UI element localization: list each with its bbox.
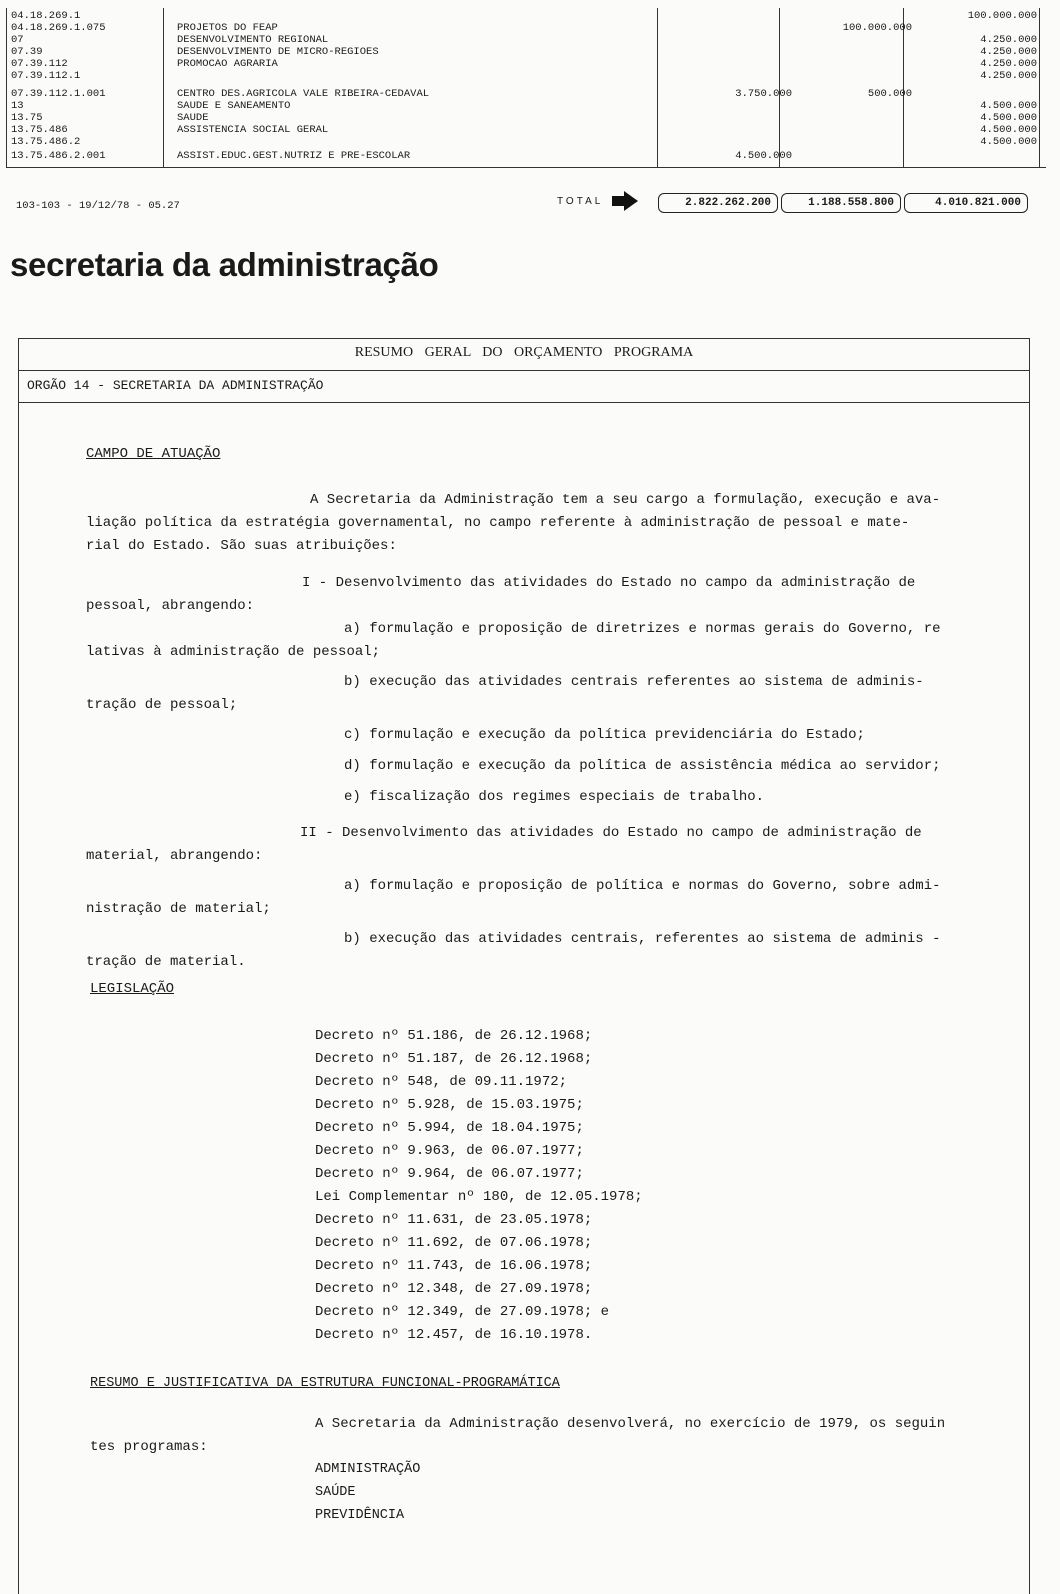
paragraph-line: liação política da estratégia governamental, no campo referente à administração de pessoal e mate-: [86, 515, 910, 531]
row-code: 07: [11, 34, 24, 46]
legislation-item: Decreto nº 11.692, de 07.06.1978;: [315, 1235, 593, 1251]
legislation-item: Decreto nº 12.457, de 16.10.1978.: [315, 1327, 593, 1343]
row-code: 07.39: [11, 46, 43, 58]
table-row: [7, 136, 1046, 148]
table-row: [7, 46, 1046, 58]
resumo-heading: RESUMO E JUSTIFICATIVA DA ESTRUTURA FUNCIONAL-PROGRAMÁTICA: [90, 1376, 560, 1391]
paragraph-line: tração de pessoal;: [86, 697, 238, 713]
legislation-item: Decreto nº 5.994, de 18.04.1975;: [315, 1120, 584, 1136]
legislation-item: Decreto nº 548, de 09.11.1972;: [315, 1074, 568, 1090]
row-desc: PROMOCAO AGRARIA: [177, 58, 278, 70]
document-header: RESUMO GERAL DO ORÇAMENTO PROGRAMA: [19, 339, 1029, 371]
paragraph-line: pessoal, abrangendo:: [86, 598, 255, 614]
paragraph-line: A Secretaria da Administração tem a seu cargo a formulação, execução e ava-: [310, 492, 941, 508]
paragraph-line: c) formulação e execução da política previdenciária do Estado;: [344, 727, 865, 743]
paragraph-line: a) formulação e proposição de política e normas do Governo, sobre admi-: [344, 878, 941, 894]
paragraph-line: A Secretaria da Administração desenvolverá, no exercício de 1979, os seguin: [315, 1416, 946, 1432]
row-code: 13.75: [11, 112, 43, 124]
legislation-item: Decreto nº 12.349, de 27.09.1978; e: [315, 1304, 610, 1320]
row-code: 13.75.486: [11, 124, 68, 136]
row-code: 07.39.112: [11, 58, 68, 70]
row-value-3: 4.500.000: [980, 100, 1037, 112]
row-desc: ASSIST.EDUC.GEST.NUTRIZ E PRE-ESCOLAR: [177, 150, 411, 162]
row-value-2: 500.000: [867, 88, 912, 100]
row-desc: PROJETOS DO FEAP: [177, 22, 278, 34]
row-value-1: 4.500.000: [735, 150, 792, 162]
total-value-2: 1.188.558.800: [781, 193, 901, 213]
row-value-3: 4.250.000: [980, 70, 1037, 82]
row-desc: DESENVOLVIMENTO DE MICRO-REGIOES: [177, 46, 379, 58]
paragraph-line: b) execução das atividades centrais, referentes ao sistema de adminis -: [344, 931, 941, 947]
paragraph-line: I - Desenvolvimento das atividades do Estado no campo da administração de: [302, 575, 916, 591]
row-desc: CENTRO DES.AGRICOLA VALE RIBEIRA-CEDAVAL: [177, 88, 430, 100]
legislation-item: Decreto nº 51.186, de 26.12.1968;: [315, 1028, 593, 1044]
legislation-item: Lei Complementar nº 180, de 12.05.1978;: [315, 1189, 643, 1205]
paragraph-line: b) execução das atividades centrais referentes ao sistema de adminis-: [344, 674, 924, 690]
paragraph-line: rial do Estado. São suas atribuições:: [86, 538, 397, 554]
row-value-3: 4.500.000: [980, 136, 1037, 148]
table-row: [7, 10, 1046, 22]
paragraph-line: d) formulação e execução da política de assistência médica ao servidor;: [344, 758, 941, 774]
legislation-item: Decreto nº 12.348, de 27.09.1978;: [315, 1281, 593, 1297]
paragraph-line: tes programas:: [90, 1439, 208, 1455]
print-reference: 103-103 - 19/12/78 - 05.27: [16, 200, 180, 212]
legislation-item: Decreto nº 11.743, de 16.06.1978;: [315, 1258, 593, 1274]
legislation-item: Decreto nº 51.187, de 26.12.1968;: [315, 1051, 593, 1067]
paragraph-line: lativas à administração de pessoal;: [86, 644, 381, 660]
row-value-3: 100.000.000: [967, 10, 1037, 22]
organ-line: ORGÃO 14 - SECRETARIA DA ADMINISTRAÇÃO: [19, 371, 1029, 403]
program-item: ADMINISTRAÇÃO: [315, 1462, 421, 1477]
paragraph-line: a) formulação e proposição de diretrizes e normas gerais do Governo, re: [344, 621, 941, 637]
table-row: [7, 88, 1046, 100]
campo-heading: CAMPO DE ATUAÇÃO: [86, 446, 221, 462]
program-item: SAÚDE: [315, 1485, 356, 1500]
total-value-3: 4.010.821.000: [904, 193, 1028, 213]
table-row: [7, 100, 1046, 112]
table-row: [7, 58, 1046, 70]
paragraph-line: nistração de material;: [86, 901, 271, 917]
table-row: [7, 70, 1046, 82]
table-row: [7, 34, 1046, 46]
row-value-3: 4.500.000: [980, 112, 1037, 124]
row-desc: SAUDE: [177, 112, 209, 124]
row-code: 04.18.269.1.075: [11, 22, 106, 34]
row-desc: SAUDE E SANEAMENTO: [177, 100, 291, 112]
row-value-3: 4.250.000: [980, 34, 1037, 46]
row-code: 13.75.486.2: [11, 136, 81, 148]
section-title: secretaria da administração: [10, 246, 439, 283]
row-code: 04.18.269.1: [11, 10, 81, 22]
paragraph-line: material, abrangendo:: [86, 848, 263, 864]
row-desc: DESENVOLVIMENTO REGIONAL: [177, 34, 329, 46]
program-item: PREVIDÊNCIA: [315, 1508, 405, 1523]
legislation-item: Decreto nº 11.631, de 23.05.1978;: [315, 1212, 593, 1228]
table-row: [7, 112, 1046, 124]
row-code: 13.75.486.2.001: [11, 150, 106, 162]
total-value-1: 2.822.262.200: [658, 193, 778, 213]
total-label: TOTAL: [557, 196, 604, 207]
arrow-right-icon: [612, 191, 638, 211]
row-value-3: 4.500.000: [980, 124, 1037, 136]
row-value-3: 4.250.000: [980, 46, 1037, 58]
row-code: 07.39.112.1: [11, 70, 81, 82]
paragraph-line: II - Desenvolvimento das atividades do Estado no campo de administração de: [300, 825, 922, 841]
row-code: 07.39.112.1.001: [11, 88, 106, 100]
table-row: [7, 124, 1046, 136]
budget-table: [6, 8, 1046, 168]
table-row: [7, 150, 1046, 162]
row-value-2: 100.000.000: [842, 22, 912, 34]
row-desc: ASSISTENCIA SOCIAL GERAL: [177, 124, 329, 136]
row-value-3: 4.250.000: [980, 58, 1037, 70]
row-code: 13: [11, 100, 24, 112]
legislation-item: Decreto nº 9.964, de 06.07.1977;: [315, 1166, 584, 1182]
table-row: [7, 22, 1046, 34]
paragraph-line: tração de material.: [86, 954, 246, 970]
row-value-1: 3.750.000: [735, 88, 792, 100]
legislation-item: Decreto nº 9.963, de 06.07.1977;: [315, 1143, 584, 1159]
legislacao-heading: LEGISLAÇÃO: [90, 981, 175, 997]
paragraph-line: e) fiscalização dos regimes especiais de trabalho.: [344, 789, 765, 805]
legislation-item: Decreto nº 5.928, de 15.03.1975;: [315, 1097, 584, 1113]
